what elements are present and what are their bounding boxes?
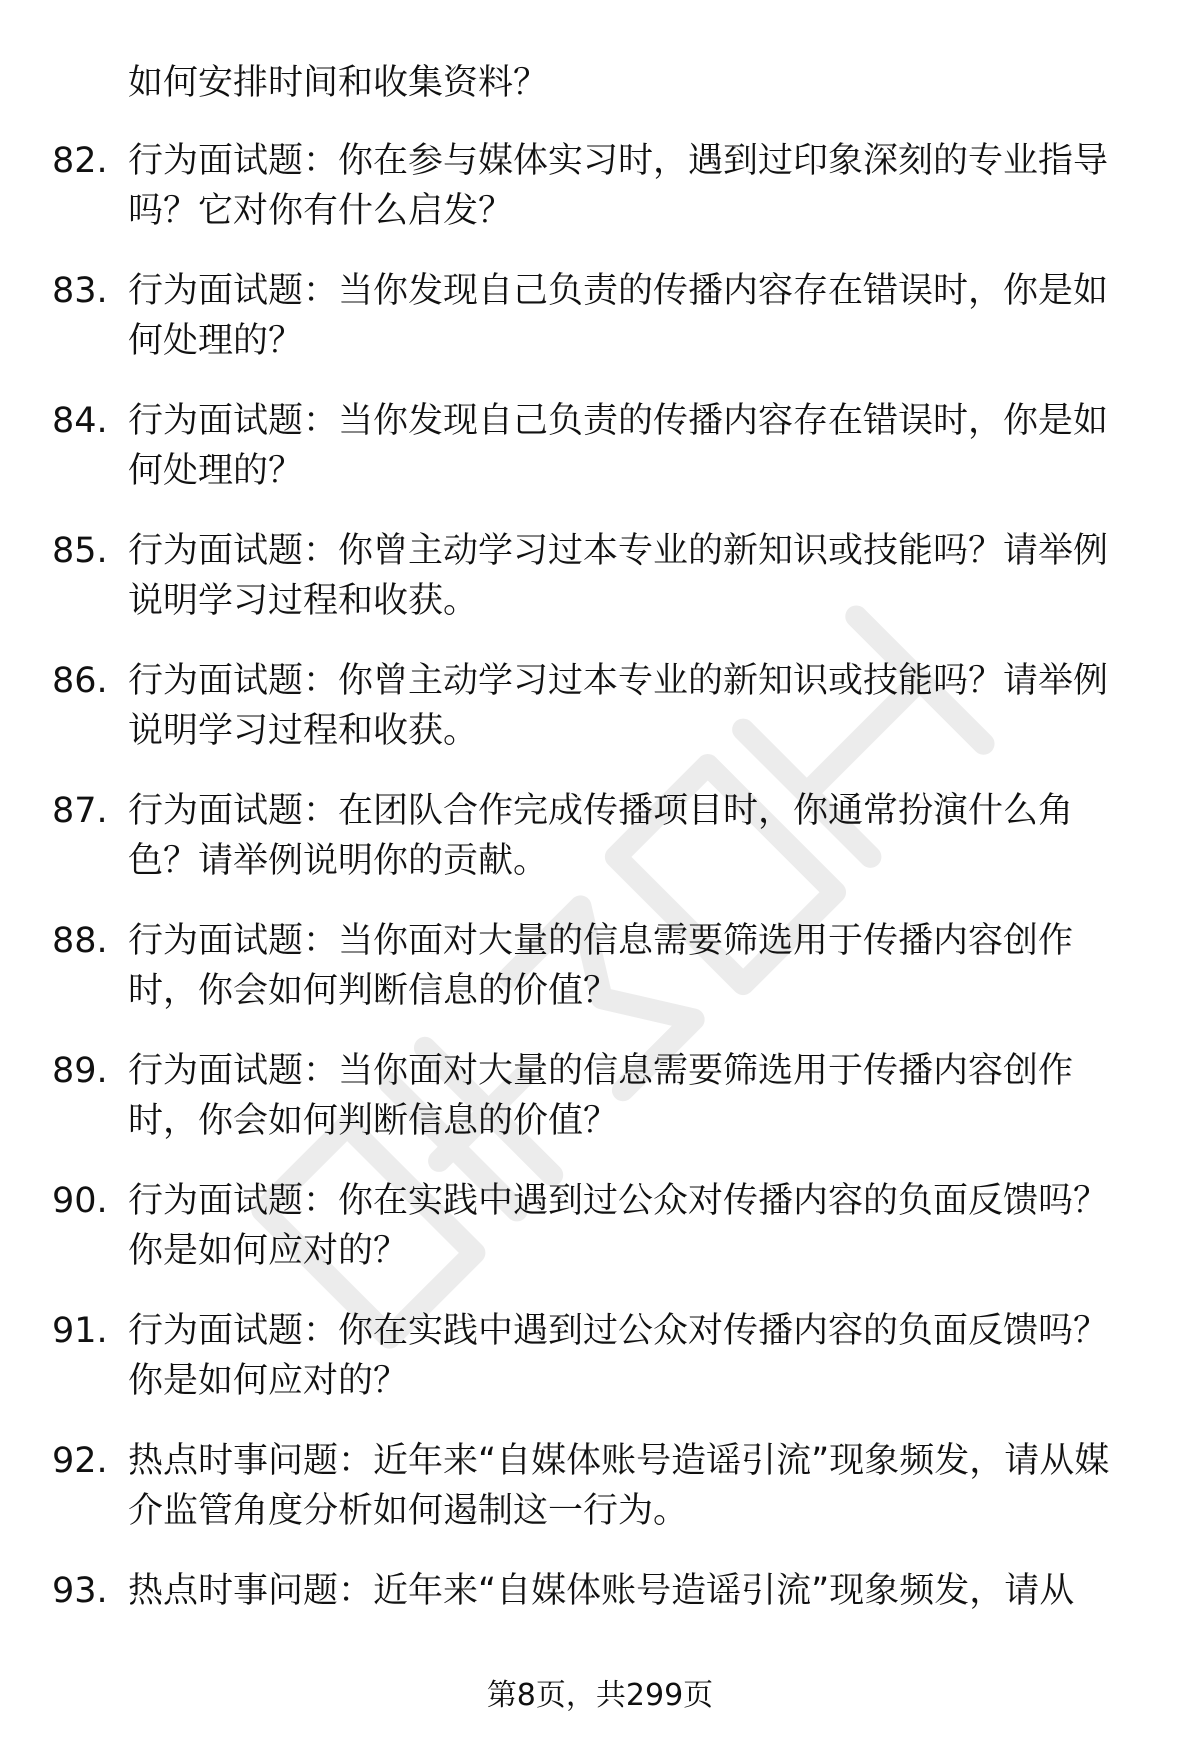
page-footer: 第8页，共299页: [486, 1678, 714, 1713]
question-item: [0, 136, 1200, 266]
question-number: 86.: [52, 661, 108, 701]
question-text: 行为面试题：你在实践中遇到过公众对传播内容的负面反馈吗？你是如何应对的？: [128, 1311, 1109, 1401]
question-number: 84.: [52, 401, 108, 441]
question-item: [0, 1436, 1200, 1566]
question-item: [0, 396, 1200, 526]
question-item: [0, 1046, 1200, 1176]
question-text: 热点时事问题：近年来“自媒体账号造谣引流”现象频发，请从媒介监管角度分析如何遏制这一行为。: [128, 1441, 1110, 1531]
question-text: 行为面试题：你在实践中遇到过公众对传播内容的负面反馈吗？你是如何应对的？: [128, 1181, 1109, 1271]
question-text: 行为面试题：你曾主动学习过本专业的新知识或技能吗？请举例说明学习过程和收获。: [128, 661, 1109, 751]
question-item: [0, 526, 1200, 656]
question-number: 88.: [52, 921, 108, 961]
question-list: [0, 136, 1200, 1696]
question-number: 93.: [52, 1571, 108, 1611]
question-item: [0, 266, 1200, 396]
question-number: 90.: [52, 1181, 108, 1221]
question-item: [0, 656, 1200, 786]
question-number: 92.: [52, 1441, 108, 1481]
question-text: 行为面试题：当你面对大量的信息需要筛选用于传播内容创作时，你会如何判断信息的价值？: [128, 1051, 1074, 1141]
question-number: 89.: [52, 1051, 108, 1091]
question-text: 行为面试题：当你发现自己负责的传播内容存在错误时，你是如何处理的？: [128, 401, 1109, 491]
question-text: 行为面试题：当你面对大量的信息需要筛选用于传播内容创作时，你会如何判断信息的价值？: [128, 921, 1074, 1011]
question-number: 85.: [52, 531, 108, 571]
question-number: 91.: [52, 1311, 108, 1351]
question-text: 行为面试题：你在参与媒体实习时，遇到过印象深刻的专业指导吗？它对你有什么启发？: [128, 141, 1109, 231]
question-number: 87.: [52, 791, 108, 831]
question-text: 行为面试题：在团队合作完成传播项目时，你通常扮演什么角色？请举例说明你的贡献。: [128, 791, 1074, 881]
question-item: [0, 1306, 1200, 1436]
continuation-text: 如何安排时间和收集资料？: [128, 63, 549, 103]
question-item: [0, 916, 1200, 1046]
question-item: [0, 1176, 1200, 1306]
question-text: 行为面试题：你曾主动学习过本专业的新知识或技能吗？请举例说明学习过程和收获。: [128, 531, 1109, 621]
question-item: [0, 786, 1200, 916]
question-text: 行为面试题：当你发现自己负责的传播内容存在错误时，你是如何处理的？: [128, 271, 1109, 361]
question-text: 热点时事问题：近年来“自媒体账号造谣引流”现象频发，请从: [128, 1571, 1075, 1611]
question-number: 82.: [52, 141, 108, 181]
question-number: 83.: [52, 271, 108, 311]
